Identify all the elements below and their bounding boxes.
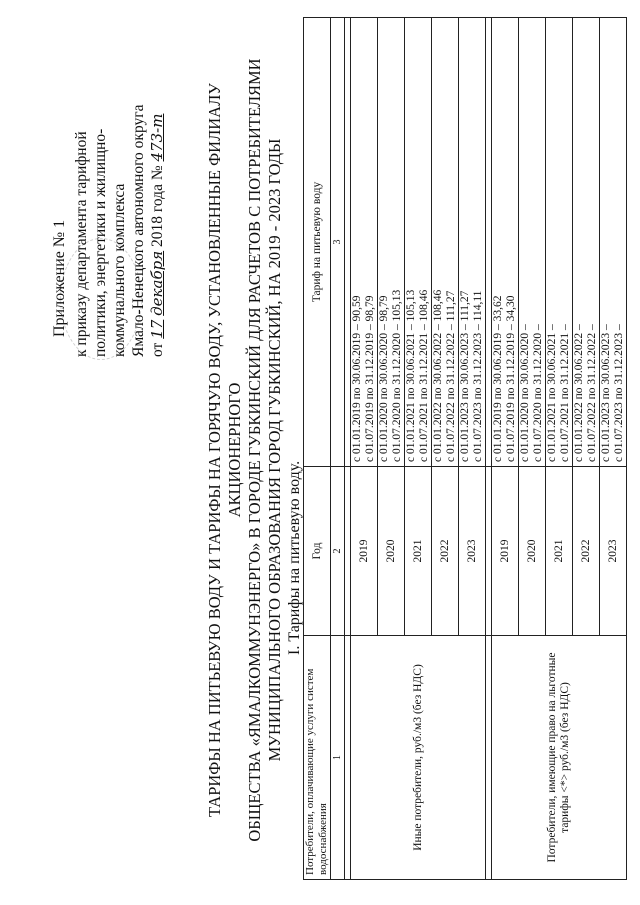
tariff-line: с 01.01.2020 по 30.06.2020 – 98,79 <box>378 295 390 462</box>
year-cell: 2020 <box>378 467 405 636</box>
order-month: декабря <box>148 250 166 316</box>
tariff-cell <box>573 18 600 467</box>
tariff-line: с 01.01.2022 по 30.06.2022 – 108,46 <box>432 289 444 462</box>
appendix-title: Приложение № 1 <box>51 219 68 337</box>
consumer-cell: Иные потребители, руб./м3 (без НДС) <box>351 636 486 880</box>
tariff-line: с 01.07.2019 по 31.12.2019 – 34,30 <box>505 295 517 462</box>
column-number: 1 <box>331 636 345 880</box>
year-cell: 2021 <box>405 467 432 636</box>
year-cell: 2023 <box>459 467 486 636</box>
tariff-cell <box>378 18 405 467</box>
tariff-line: с 01.07.2019 по 31.12.2019 – 98,79 <box>364 295 376 462</box>
title-line: МУНИЦИПАЛЬНОГО ОБРАЗОВАНИЯ ГОРОД ГУБКИНСКИЙ, НА 2019 - 2023 ГОДЫ <box>265 138 284 762</box>
tariff-table <box>303 17 627 880</box>
header-consumers: Потребители, оплачивающие услуги систем водоснабжения <box>304 636 331 880</box>
table-row <box>492 18 519 880</box>
tariff-line: с 01.01.2021 по 30.06.2021 – 105,13 <box>405 289 417 462</box>
tariff-line: с 01.07.2022 по 31.12.2022 – 111,27 <box>445 290 457 462</box>
tariff-line: с 01.01.2021 по 30.06.2021 – <box>546 324 558 462</box>
header-tariff: Тариф на питьевую воду <box>304 18 331 467</box>
year-cell: 2019 <box>492 467 519 636</box>
document-title <box>205 15 285 885</box>
tariff-cell <box>546 18 573 467</box>
tariff-line: с 01.07.2022 по 31.12.2022 – <box>586 324 598 462</box>
tariff-line: с 01.07.2021 по 31.12.2021 – <box>559 324 571 462</box>
tariff-cell <box>432 18 459 467</box>
order-day: 17 <box>148 319 166 339</box>
tariff-line: с 01.01.2023 по 30.06.2023 – 111,27 <box>459 290 471 462</box>
tariff-line: с 01.07.2023 по 31.12.2023 – <box>613 324 625 462</box>
column-number: 2 <box>331 467 345 636</box>
table-header-row <box>304 18 331 880</box>
year-cell: 2022 <box>432 467 459 636</box>
tariff-cell <box>405 18 432 467</box>
tariff-line: с 01.07.2020 по 31.12.2020 – 105,13 <box>391 289 403 462</box>
tariff-line: с 01.01.2022 по 30.06.2022 – <box>573 324 585 462</box>
appendix-line: Ямало-Ненецкого автономного округа <box>130 104 147 357</box>
year-cell: 2023 <box>600 467 627 636</box>
tariff-line: с 01.01.2019 по 30.06.2019 – 90,59 <box>351 295 363 462</box>
header-year: Год <box>304 467 331 636</box>
tariff-line: с 01.01.2023 по 30.06.2023 – <box>600 324 612 462</box>
year-cell: 2019 <box>351 467 378 636</box>
tariff-cell <box>492 18 519 467</box>
column-number: 3 <box>331 18 345 467</box>
appendix-line: политики, энергетики и жилищно- <box>92 128 109 357</box>
year-cell: 2022 <box>573 467 600 636</box>
appendix-line: коммунального комплекса <box>111 183 128 357</box>
appendix-line: к приказу департамента тарифной <box>73 131 90 357</box>
tariff-cell <box>519 18 546 467</box>
table-row <box>351 18 378 880</box>
order-reference <box>148 27 167 357</box>
tariff-cell <box>351 18 378 467</box>
tariff-line: с 01.01.2019 по 30.06.2019 – 33,62 <box>492 295 504 462</box>
year-cell: 2020 <box>519 467 546 636</box>
tariff-line: с 01.07.2020 по 31.12.2020 – <box>532 324 544 462</box>
order-year: 2018 года № <box>149 165 166 247</box>
title-line: ОБЩЕСТВА «ЯМАЛКОММУНЭНЕРГО» В ГОРОДЕ ГУБКИНСКИЙ ДЛЯ РАСЧЕТОВ С ПОТРЕБИТЕЛЯМИ <box>245 58 264 842</box>
appendix-block <box>50 27 167 357</box>
section-title: I. Тарифы на питьевую воду. <box>286 460 303 655</box>
column-number-row <box>331 18 345 880</box>
tariff-cell <box>459 18 486 467</box>
order-prefix: от <box>149 342 166 357</box>
tariff-cell <box>600 18 627 467</box>
consumer-cell: Потребители, имеющие право на льготные тарифы <*> руб./м3 (без НДС) <box>492 636 627 880</box>
tariff-line: с 01.07.2021 по 31.12.2021 – 108,46 <box>418 289 430 462</box>
tariff-line: с 01.07.2023 по 31.12.2023 – 114,11 <box>472 290 484 462</box>
tariff-line: с 01.01.2020 по 30.06.2020 – <box>519 324 531 462</box>
year-cell: 2021 <box>546 467 573 636</box>
title-line: ТАРИФЫ НА ПИТЬЕВУЮ ВОДУ И ТАРИФЫ НА ГОРЯЧУЮ ВОДУ, УСТАНОВЛЕННЫЕ ФИЛИАЛУ АКЦИОНЕРНОГО <box>205 83 244 817</box>
order-number: 473-т <box>148 113 166 162</box>
